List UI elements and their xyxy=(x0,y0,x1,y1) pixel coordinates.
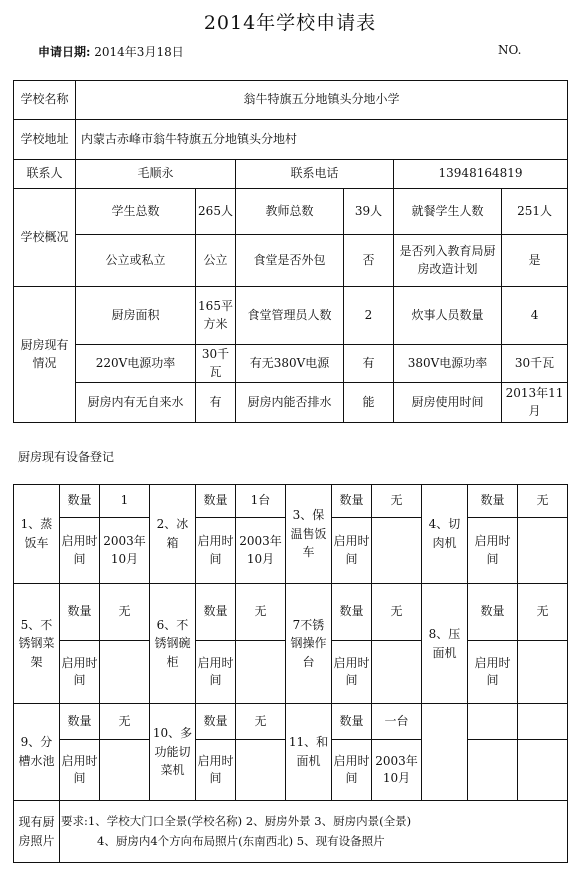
qty-label: 数量 xyxy=(332,704,372,740)
qty-label: 数量 xyxy=(332,584,372,641)
qty-label: 数量 xyxy=(60,485,100,518)
students-value: 265人 xyxy=(196,189,236,235)
qty-value: 无 xyxy=(518,485,568,518)
area-label: 厨房面积 xyxy=(76,287,196,345)
equipment-name: 4、切肉机 xyxy=(422,485,468,584)
photos-line-1: 要求:1、学校大门口全景(学校名称) 2、厨房外景 3、厨房内景(全景) xyxy=(61,813,412,828)
date-value xyxy=(372,641,422,704)
date-value xyxy=(236,641,286,704)
contact-name: 毛顺永 xyxy=(76,160,236,189)
empty-cell xyxy=(468,740,518,801)
date-label: 启用时间 xyxy=(196,518,236,584)
cooks-value: 4 xyxy=(502,287,568,345)
date-value: 2003年10月 xyxy=(372,740,422,801)
power220-value: 30千瓦 xyxy=(196,345,236,383)
cooks-label: 炊事人员数量 xyxy=(394,287,502,345)
photos-label: 现有厨房照片 xyxy=(14,801,60,863)
school-name: 翁牛特旗五分地镇头分地小学 xyxy=(76,81,568,120)
qty-value: 无 xyxy=(518,584,568,641)
power220-label: 220V电源功率 xyxy=(76,345,196,383)
date-value xyxy=(100,740,150,801)
equipment-name: 5、不锈钢菜架 xyxy=(14,584,60,704)
photos-requirements xyxy=(60,801,568,863)
date-value: 2014年3月18日 xyxy=(94,45,184,59)
qty-label: 数量 xyxy=(196,485,236,518)
equipment-name: 3、保温售饭车 xyxy=(286,485,332,584)
date-value: 2003年10月 xyxy=(236,518,286,584)
drain-value: 能 xyxy=(344,383,394,423)
school-info-table xyxy=(13,80,568,423)
qty-value: 无 xyxy=(100,584,150,641)
date-label: 申请日期: xyxy=(38,45,91,59)
empty-cell xyxy=(518,740,568,801)
students-label: 学生总数 xyxy=(76,189,196,235)
date-label: 启用时间 xyxy=(60,740,100,801)
qty-label: 数量 xyxy=(196,584,236,641)
qty-value: 一台 xyxy=(372,704,422,740)
equipment-name: 11、和面机 xyxy=(286,704,332,801)
equipment-section-title: 厨房现有设备登记 xyxy=(18,450,115,464)
qty-value: 无 xyxy=(372,584,422,641)
date-value xyxy=(518,641,568,704)
managers-label: 食堂管理员人数 xyxy=(236,287,344,345)
equipment-name: 2、冰箱 xyxy=(150,485,196,584)
date-value xyxy=(518,518,568,584)
drain-label: 厨房内能否排水 xyxy=(236,383,344,423)
equipment-name: 7不锈钢操作台 xyxy=(286,584,332,704)
qty-label: 数量 xyxy=(60,584,100,641)
date-label: 启用时间 xyxy=(196,641,236,704)
qty-value: 1 xyxy=(100,485,150,518)
type-label: 公立或私立 xyxy=(76,235,196,287)
qty-label: 数量 xyxy=(468,584,518,641)
since-label: 厨房使用时间 xyxy=(394,383,502,423)
phone-label: 联系电话 xyxy=(236,160,394,189)
date-value: 2003年10月 xyxy=(100,518,150,584)
qty-value: 无 xyxy=(372,485,422,518)
date-label: 启用时间 xyxy=(332,641,372,704)
qty-value: 无 xyxy=(236,704,286,740)
form-number-label: NO. xyxy=(498,43,522,57)
qty-value: 无 xyxy=(236,584,286,641)
since-value: 2013年11月 xyxy=(502,383,568,423)
qty-label: 数量 xyxy=(196,704,236,740)
type-value: 公立 xyxy=(196,235,236,287)
area-value: 165平方米 xyxy=(196,287,236,345)
reform-value: 是 xyxy=(502,235,568,287)
date-label: 启用时间 xyxy=(60,641,100,704)
school-address-label: 学校地址 xyxy=(14,120,76,160)
power380-label: 380V电源功率 xyxy=(394,345,502,383)
reform-label: 是否列入教育局厨房改造计划 xyxy=(394,235,502,287)
school-name-label: 学校名称 xyxy=(14,81,76,120)
teachers-label: 教师总数 xyxy=(236,189,344,235)
contact-label: 联系人 xyxy=(14,160,76,189)
date-value xyxy=(100,641,150,704)
date-label: 启用时间 xyxy=(468,518,518,584)
equipment-name: 6、不锈钢碗柜 xyxy=(150,584,196,704)
photos-line-2: 4、厨房内4个方向布局照片(东南西北) 5、现有设备照片 xyxy=(97,833,385,848)
has380-label: 有无380V电源 xyxy=(236,345,344,383)
qty-label: 数量 xyxy=(60,704,100,740)
diners-label: 就餐学生人数 xyxy=(394,189,502,235)
equipment-table xyxy=(13,484,568,863)
form-title: 2014年学校申请表 xyxy=(203,12,377,34)
date-label: 启用时间 xyxy=(196,740,236,801)
equipment-name: 10、多功能切菜机 xyxy=(150,704,196,801)
empty-cell xyxy=(422,704,468,801)
outsourced-value: 否 xyxy=(344,235,394,287)
empty-cell xyxy=(468,704,518,740)
date-label: 启用时间 xyxy=(468,641,518,704)
qty-label: 数量 xyxy=(468,485,518,518)
teachers-value: 39人 xyxy=(344,189,394,235)
equipment-name: 1、蒸饭车 xyxy=(14,485,60,584)
managers-value: 2 xyxy=(344,287,394,345)
date-label: 启用时间 xyxy=(332,740,372,801)
school-address: 内蒙古赤峰市翁牛特旗五分地镇头分地村 xyxy=(76,120,568,160)
diners-value: 251人 xyxy=(502,189,568,235)
phone-number: 13948164819 xyxy=(394,160,568,189)
date-value xyxy=(236,740,286,801)
outsourced-label: 食堂是否外包 xyxy=(236,235,344,287)
application-date xyxy=(38,43,184,60)
has380-value: 有 xyxy=(344,345,394,383)
date-label: 启用时间 xyxy=(60,518,100,584)
power380-value: 30千瓦 xyxy=(502,345,568,383)
water-value: 有 xyxy=(196,383,236,423)
water-label: 厨房内有无自来水 xyxy=(76,383,196,423)
qty-label: 数量 xyxy=(332,485,372,518)
date-label: 启用时间 xyxy=(332,518,372,584)
equipment-name: 8、压面机 xyxy=(422,584,468,704)
kitchen-label: 厨房现有情况 xyxy=(14,287,76,423)
empty-cell xyxy=(518,704,568,740)
qty-value: 无 xyxy=(100,704,150,740)
equipment-name: 9、分槽水池 xyxy=(14,704,60,801)
date-value xyxy=(372,518,422,584)
overview-label: 学校概况 xyxy=(14,189,76,287)
qty-value: 1台 xyxy=(236,485,286,518)
